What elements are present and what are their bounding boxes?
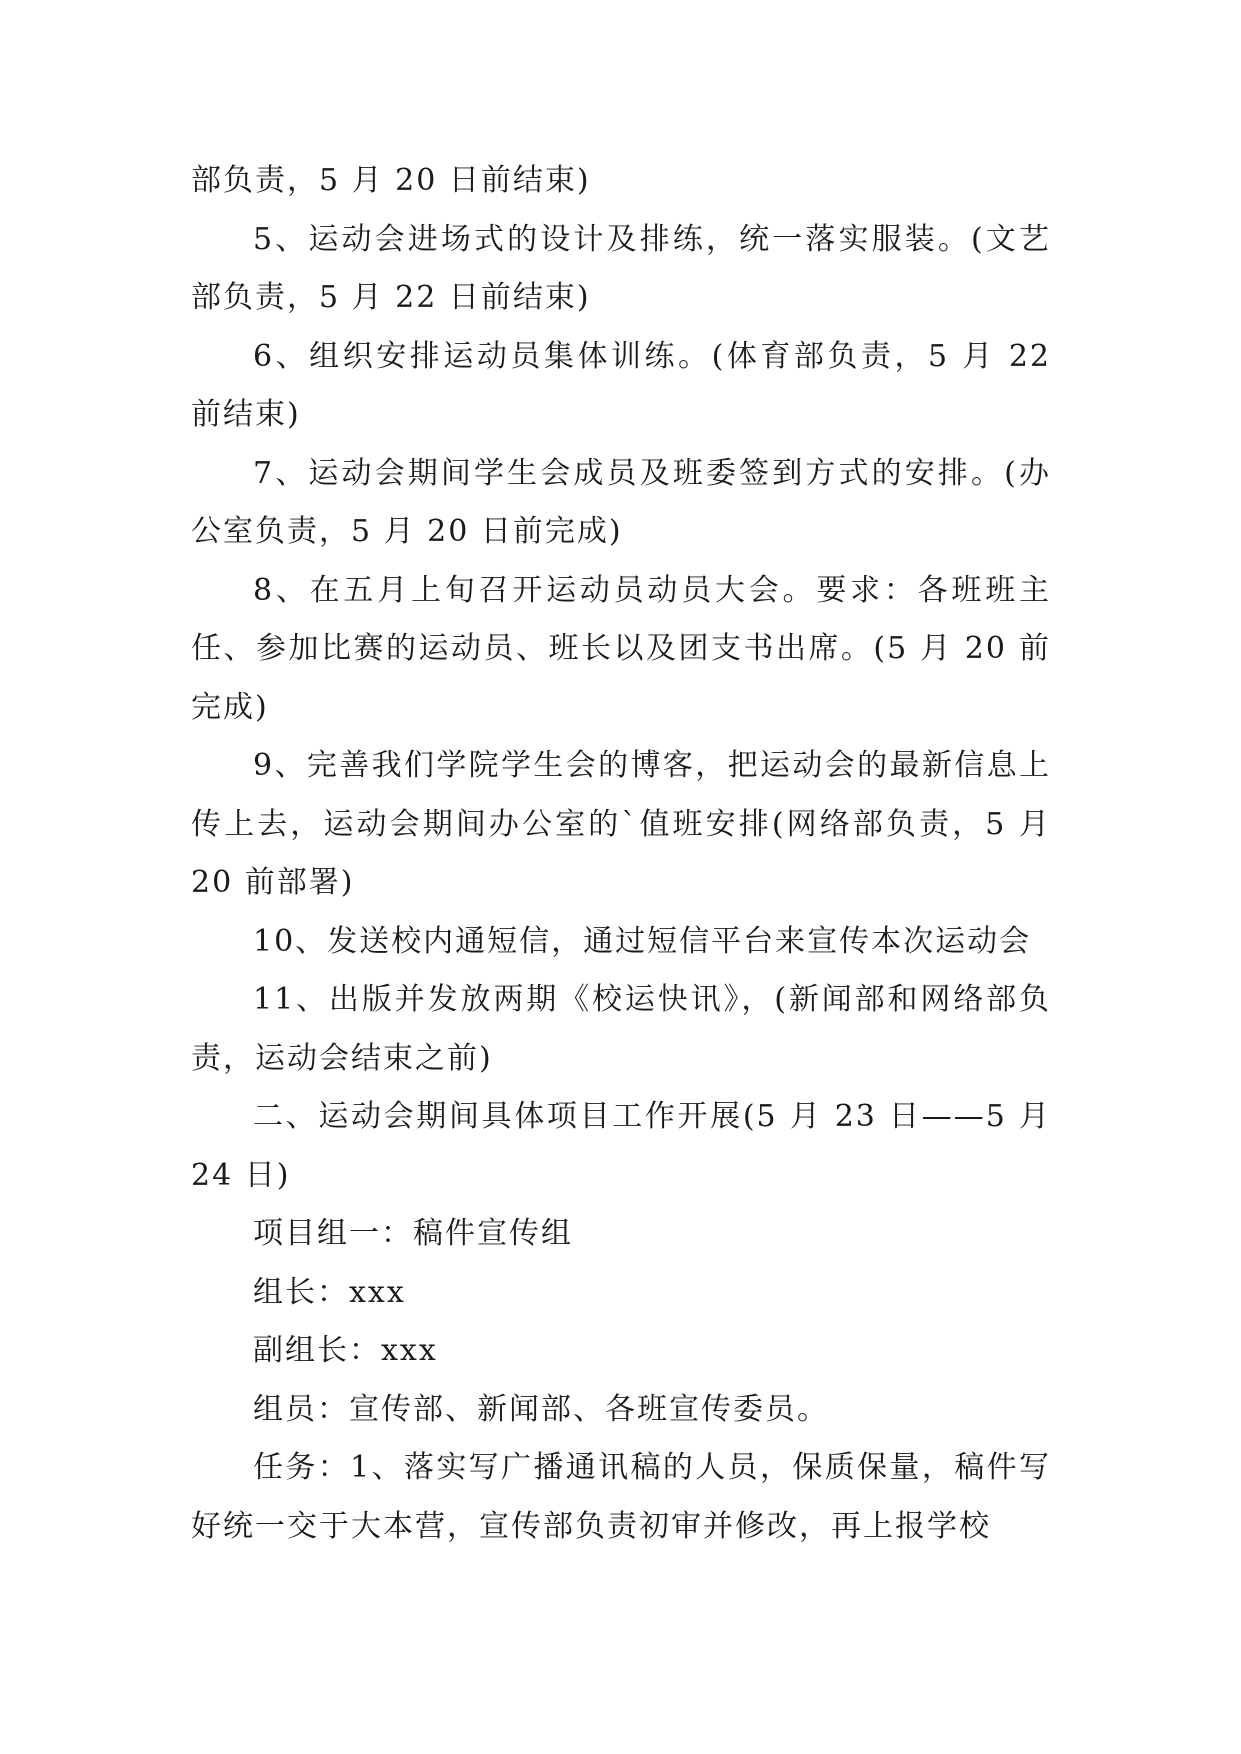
paragraph-item-7: 7、运动会期间学生会成员及班委签到方式的安排。(办公室负责，5 月 20 日前完成)	[191, 455, 1051, 549]
paragraph-item-11: 11、出版并发放两期《校运快讯》，(新闻部和网络部负责，运动会结束之前)	[191, 982, 1051, 1076]
paragraph-item-9: 9、完善我们学院学生会的博客，把运动会的最新信息上传上去，运动会期间办公室的`值班安排(网络部负责，5 月 20 前部署)	[191, 748, 1051, 900]
paragraph-item-5: 5、运动会进场式的设计及排练，统一落实服装。(文艺部负责，5 月 22 日前结束)	[191, 221, 1051, 315]
paragraph-item-6: 6、组织安排运动员集体训练。(体育部负责，5 月 22 前结束)	[191, 338, 1051, 432]
paragraph-item-10: 10、发送校内通短信，通过短信平台来宣传本次运动会	[253, 923, 1032, 959]
paragraph-item-8: 8、在五月上旬召开运动员动员大会。要求：各班班主任、参加比赛的运动员、班长以及团支书出席。(5 月 20 前完成)	[191, 572, 1051, 725]
project-group-title: 项目组一：稿件宣传组	[253, 1216, 573, 1251]
group-leader: 组长：xxx	[253, 1274, 406, 1310]
group-tasks: 任务：1、落实写广播通讯稿的人员，保质保量，稿件写好统一交于大本营，宣传部负责初审并修改，再上报学校	[191, 1450, 1051, 1544]
group-members: 组员：宣传部、新闻部、各班宣传委员。	[253, 1391, 829, 1427]
paragraph-continuation: 部负责，5 月 20 日前结束)	[191, 163, 591, 198]
deputy-group-leader: 副组长：xxx	[253, 1333, 438, 1368]
section-heading-2: 二、运动会期间具体项目工作开展(5 月 23 日——5 月 24 日)	[191, 1099, 1051, 1193]
document-body	[191, 152, 1051, 1556]
